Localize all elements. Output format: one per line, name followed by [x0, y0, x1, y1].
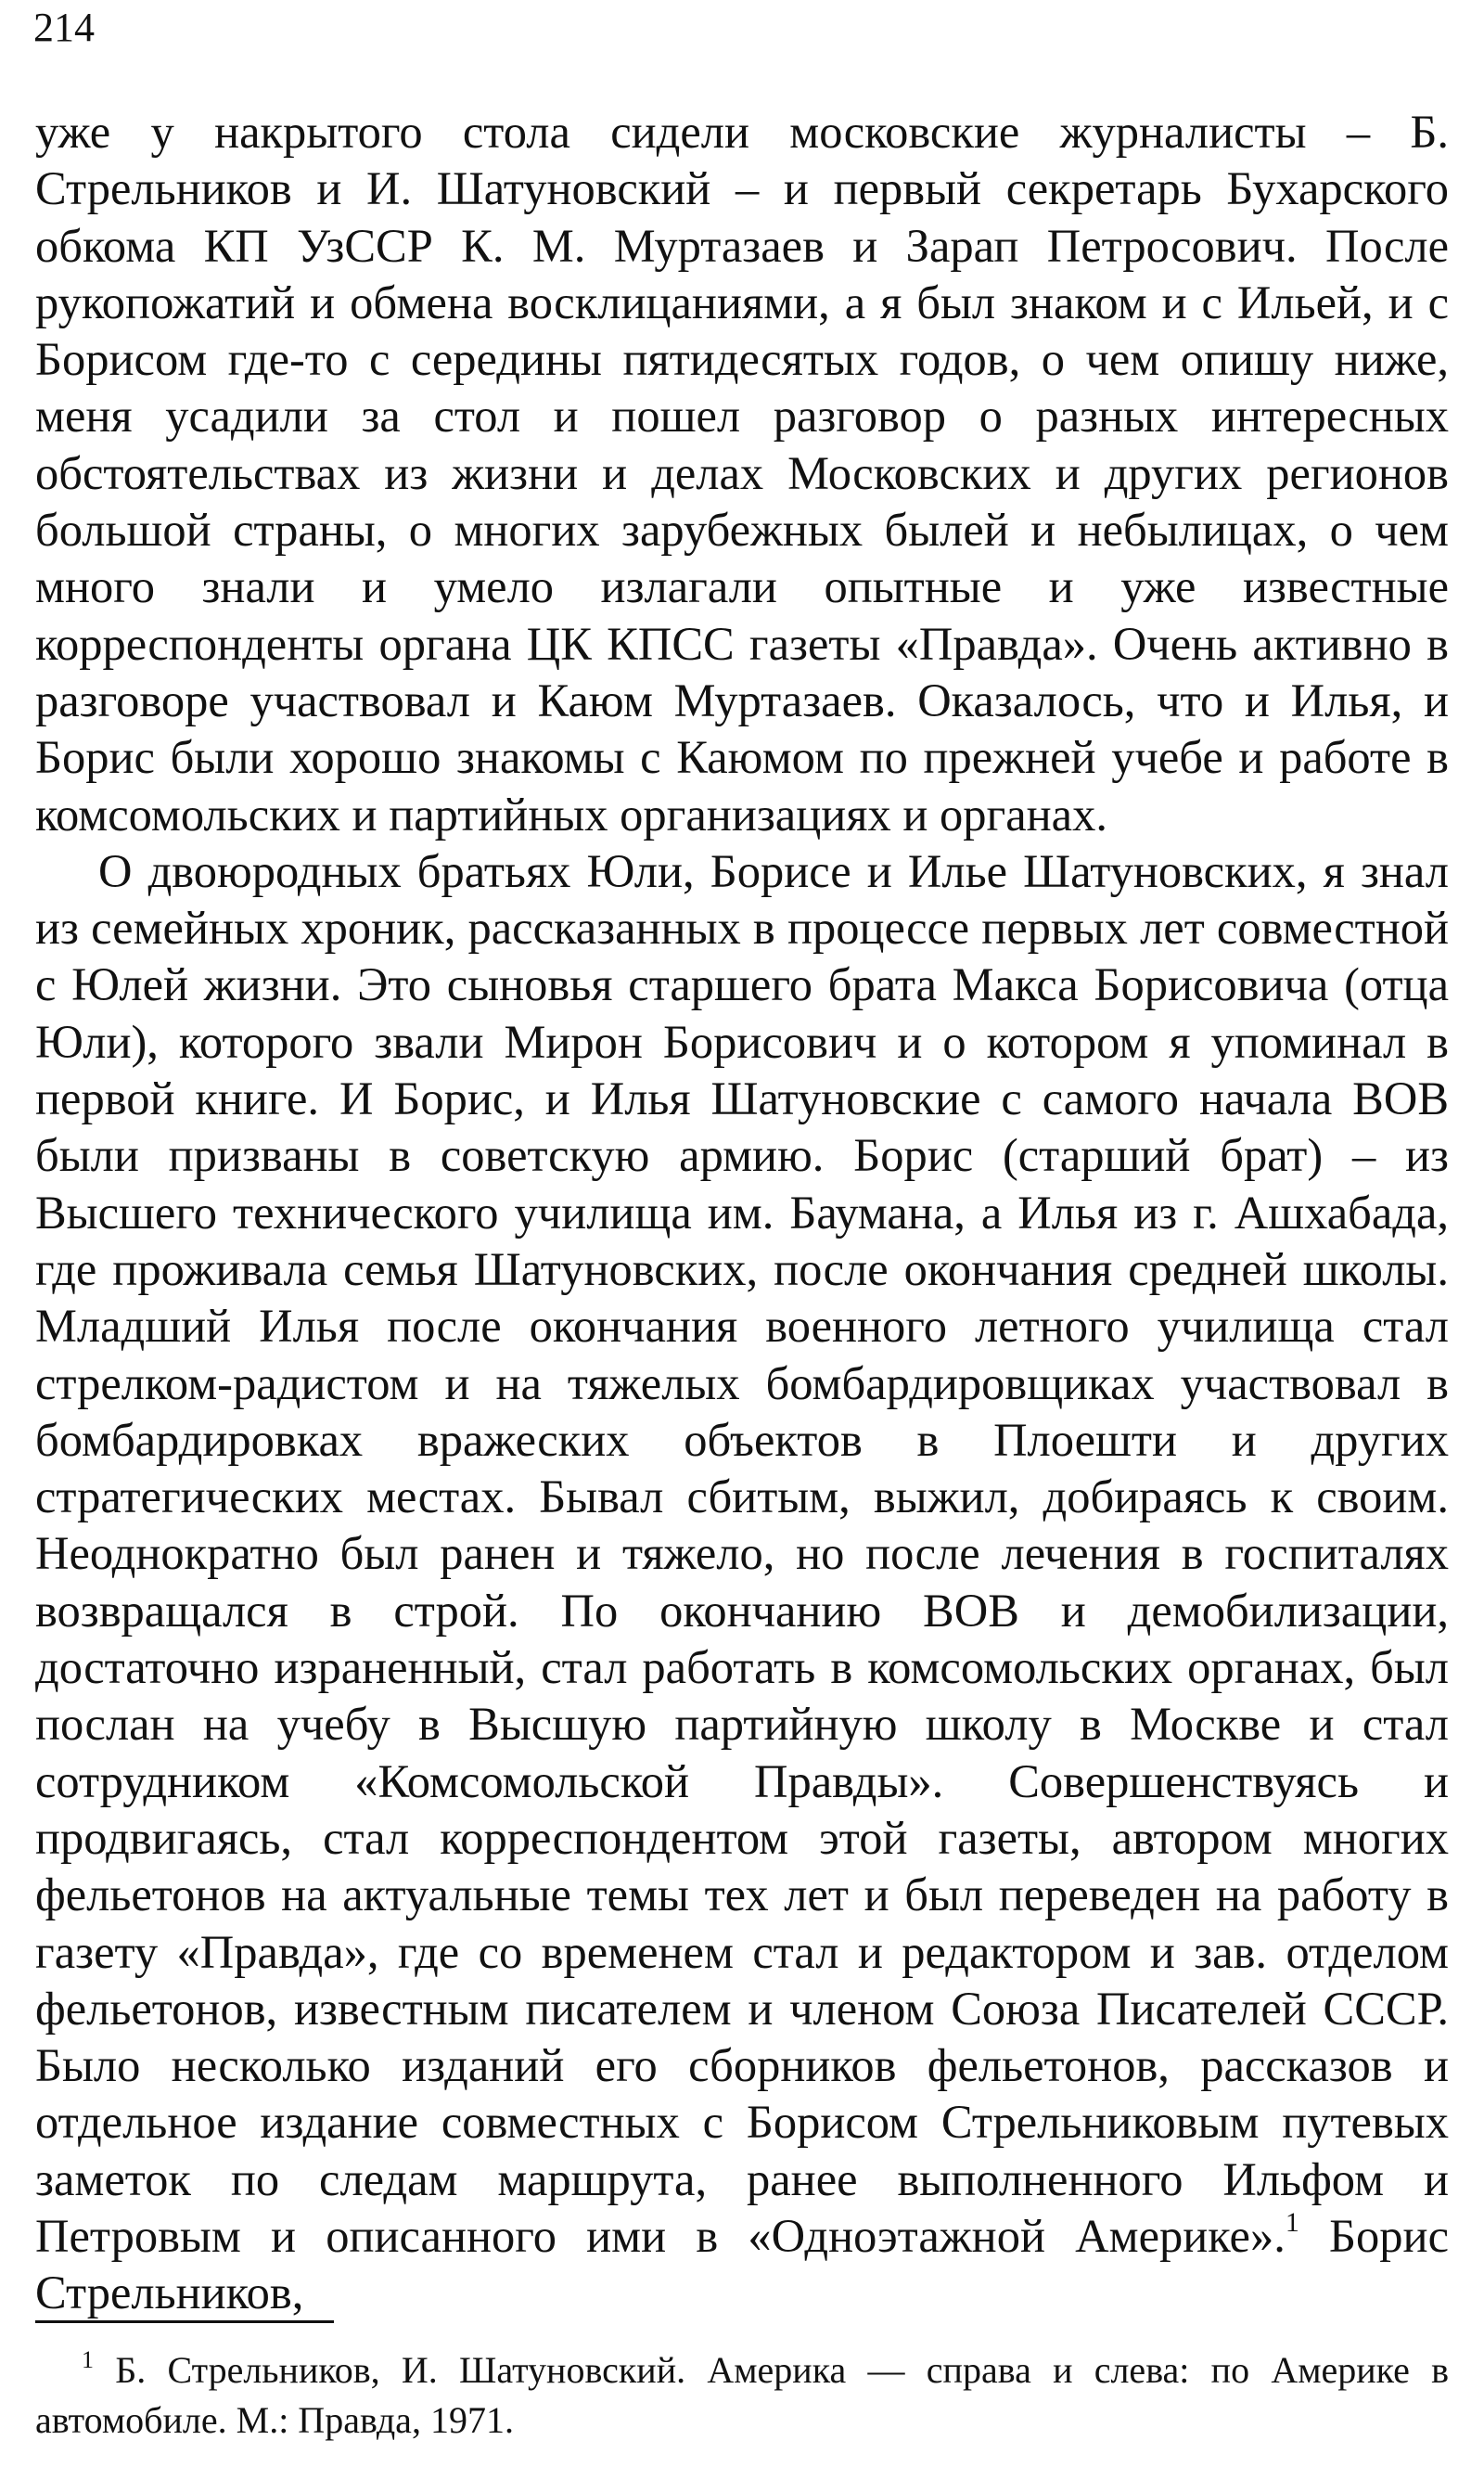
paragraph [35, 843, 1449, 2322]
footnote-text: Б. Стрельников, И. Шатуновский. Америка — справа и слева: по Америке в автомобиле. М.: Правда, 1971. [35, 2349, 1449, 2441]
footnote-mark: 1 [82, 2346, 94, 2373]
main-text [35, 104, 1449, 2322]
page-number: 214 [33, 5, 95, 50]
paragraph-text: уже у накрытого стола сидели московские журналисты – Б. Стрельников и И. Шатуновский – и первый секретарь Бухарского обкома КП УзССР К. М. Муртазаев и Зарап Петросович. После рукопожатий и обмена восклицаниями, а я был знаком и с Ильей, и с Борисом где-то с середины пятидесятых годов, о чем опишу ниже, меня усадили за стол и пошел разговор о разных интересных обстоятельствах из жизни и делах Московских и других регионов большой страны, о многих зарубежных былей и небылицах, о чем много знали и умело излагали опытные и уже известные корреспонденты органа ЦК КПСС газеты «Правда». Очень активно в разговоре участвовал и Каюм Муртазаев. Оказалось, что и Илья, и Борис были хорошо знакомы с Каюмом по прежней учебе и работе в комсомольских и партийных организациях и органах. [35, 106, 1449, 841]
footnote-divider [35, 2320, 334, 2323]
paragraph-text-continued: Борис Стрельников, [35, 2209, 1449, 2319]
footnote-reference: 1 [1285, 2206, 1299, 2238]
paragraph [35, 104, 1449, 843]
footnote [35, 2345, 1449, 2446]
paragraph-text: О двоюродных братьях Юли, Борисе и Илье Шатуновских, я знал из семейных хроник, рассказанных в процессе первых лет совместной с Юлей жизни. Это сыновья старшего брата Макса Борисовича (отца Юли), которого звали Мирон Борисович и о котором я упоминал в первой книге. И Борис, и Илья Шатуновские с самого начала ВОВ были призваны в советскую армию. Борис (старший брат) – из Высшего технического училища им. Баумана, а Илья из г. Ашхабада, где проживала семья Шатуновских, после окончания средней школы. Младший Илья после окончания военного летного училища стал стрелком-радистом и на тяжелых бомбардировщиках участвовал в бомбардировках вражеских объектов в Плоешти и других стратегических местах. Бывал сбитым, выжил, добираясь к своим. Неоднократно был ранен и тяжело, но после лечения в госпиталях возвращался в строй. По окончанию ВОВ и демобилизации, достаточно израненный, стал работать в комсомольских органах, был послан на учебу в Высшую партийную школу в Москве и стал сотрудником «Комсомольской Правды». Совершенствуясь и продвигаясь, стал корреспондентом этой газеты, автором многих фельетонов на актуальные темы тех лет и был переведен на работу в газету «Правда», где со временем стал и редактором и зав. отделом фельетонов, известным писателем и членом Союза Писателей СССР. Было несколько изданий его сборников фельетонов, рассказов и отдельное издание совместных с Борисом Стрельниковым путевых заметок по следам маршрута, ранее выполненного Ильфом и Петровым и описанного ими в «Одноэтажной Америке». [35, 844, 1449, 2262]
